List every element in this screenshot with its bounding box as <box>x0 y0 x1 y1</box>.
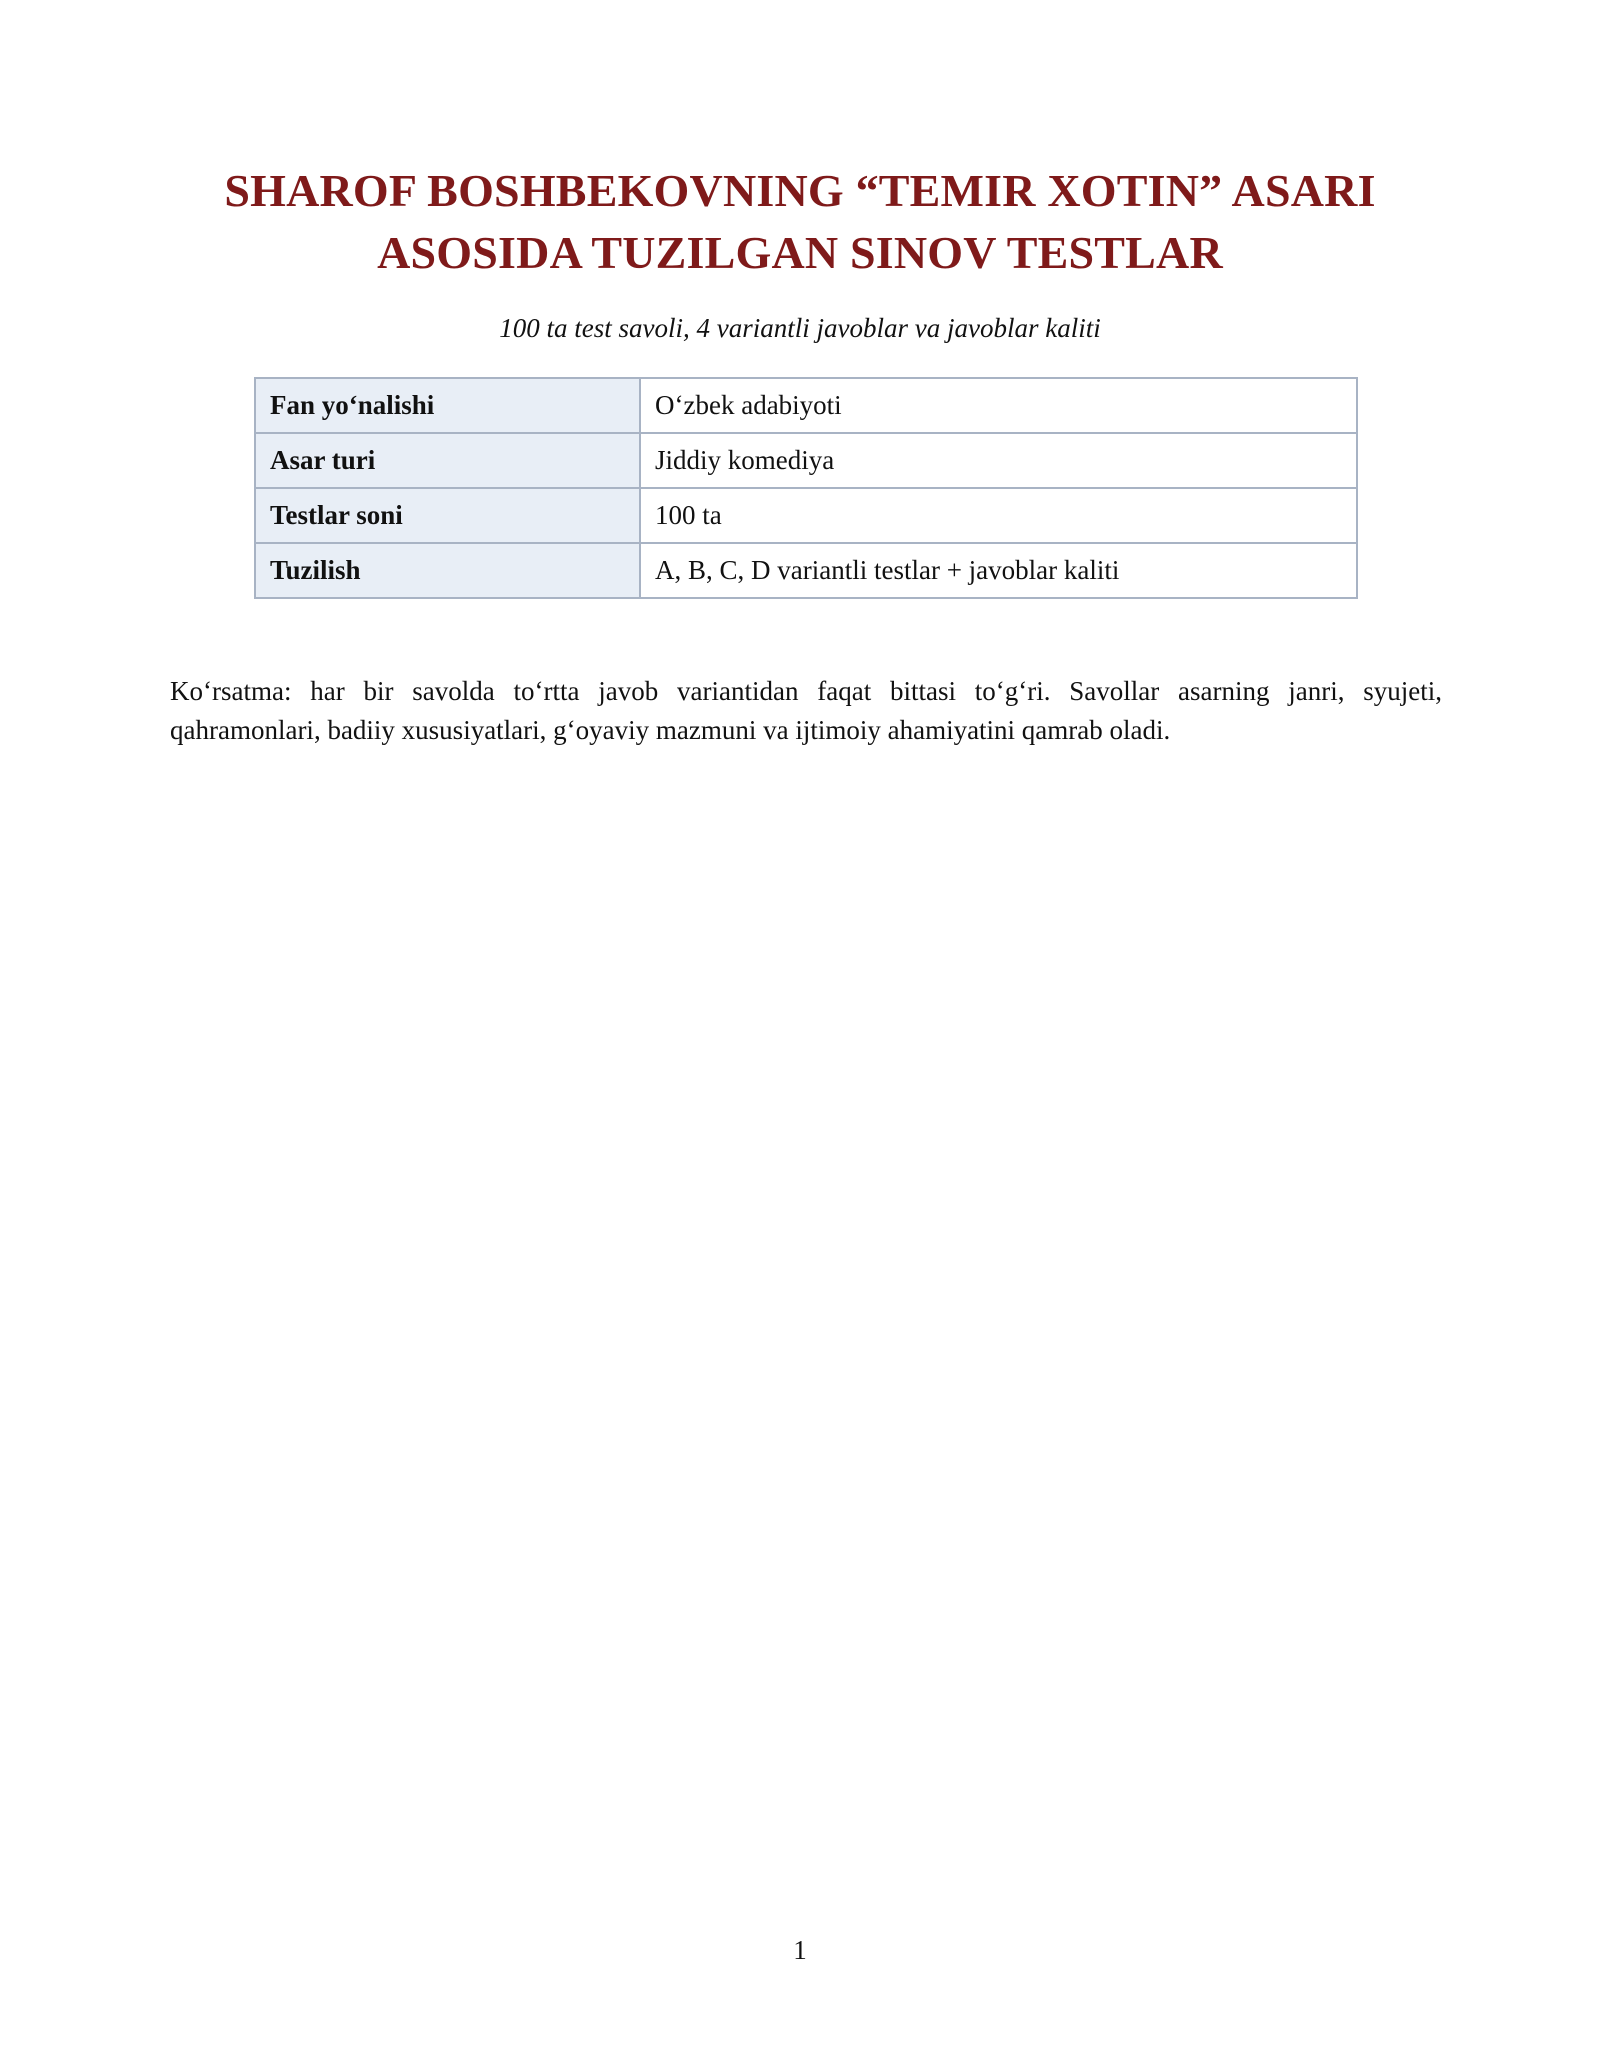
table-value-cell: Jiddiy komediya <box>640 433 1357 488</box>
info-table <box>254 377 1358 599</box>
page-number: 1 <box>793 1935 807 1965</box>
table-label-cell: Testlar soni <box>255 488 640 543</box>
subtitle: 100 ta test savoli, 4 variantli javoblar va javoblar kaliti <box>499 313 1101 343</box>
title-line-1: SHAROF BOSHBEKOVNING “TEMIR XOTIN” ASARI <box>224 165 1376 216</box>
table-label-cell: Fan yo‘nalishi <box>255 378 640 433</box>
page-title <box>170 160 1430 284</box>
instruction-paragraph: Ko‘rsatma: har bir savolda to‘rtta javob variantidan faqat bittasi to‘g‘ri. Savollar asarning janri, syujeti, qahramonlari, badiiy xususiyatlari, g‘oyaviy mazmuni va ijtimoiy ahamiyatini qamrab oladi. <box>170 676 1442 745</box>
table-value-cell: 100 ta <box>640 488 1357 543</box>
table-row <box>255 543 1357 598</box>
table-value-cell: O‘zbek adabiyoti <box>640 378 1357 433</box>
title-line-2: ASOSIDA TUZILGAN SINOV TESTLAR <box>377 227 1223 278</box>
table-value-cell: A, B, C, D variantli testlar + javoblar kaliti <box>640 543 1357 598</box>
table-row <box>255 378 1357 433</box>
table-label-cell: Asar turi <box>255 433 640 488</box>
table-label-cell: Tuzilish <box>255 543 640 598</box>
table-row <box>255 488 1357 543</box>
table-row <box>255 433 1357 488</box>
